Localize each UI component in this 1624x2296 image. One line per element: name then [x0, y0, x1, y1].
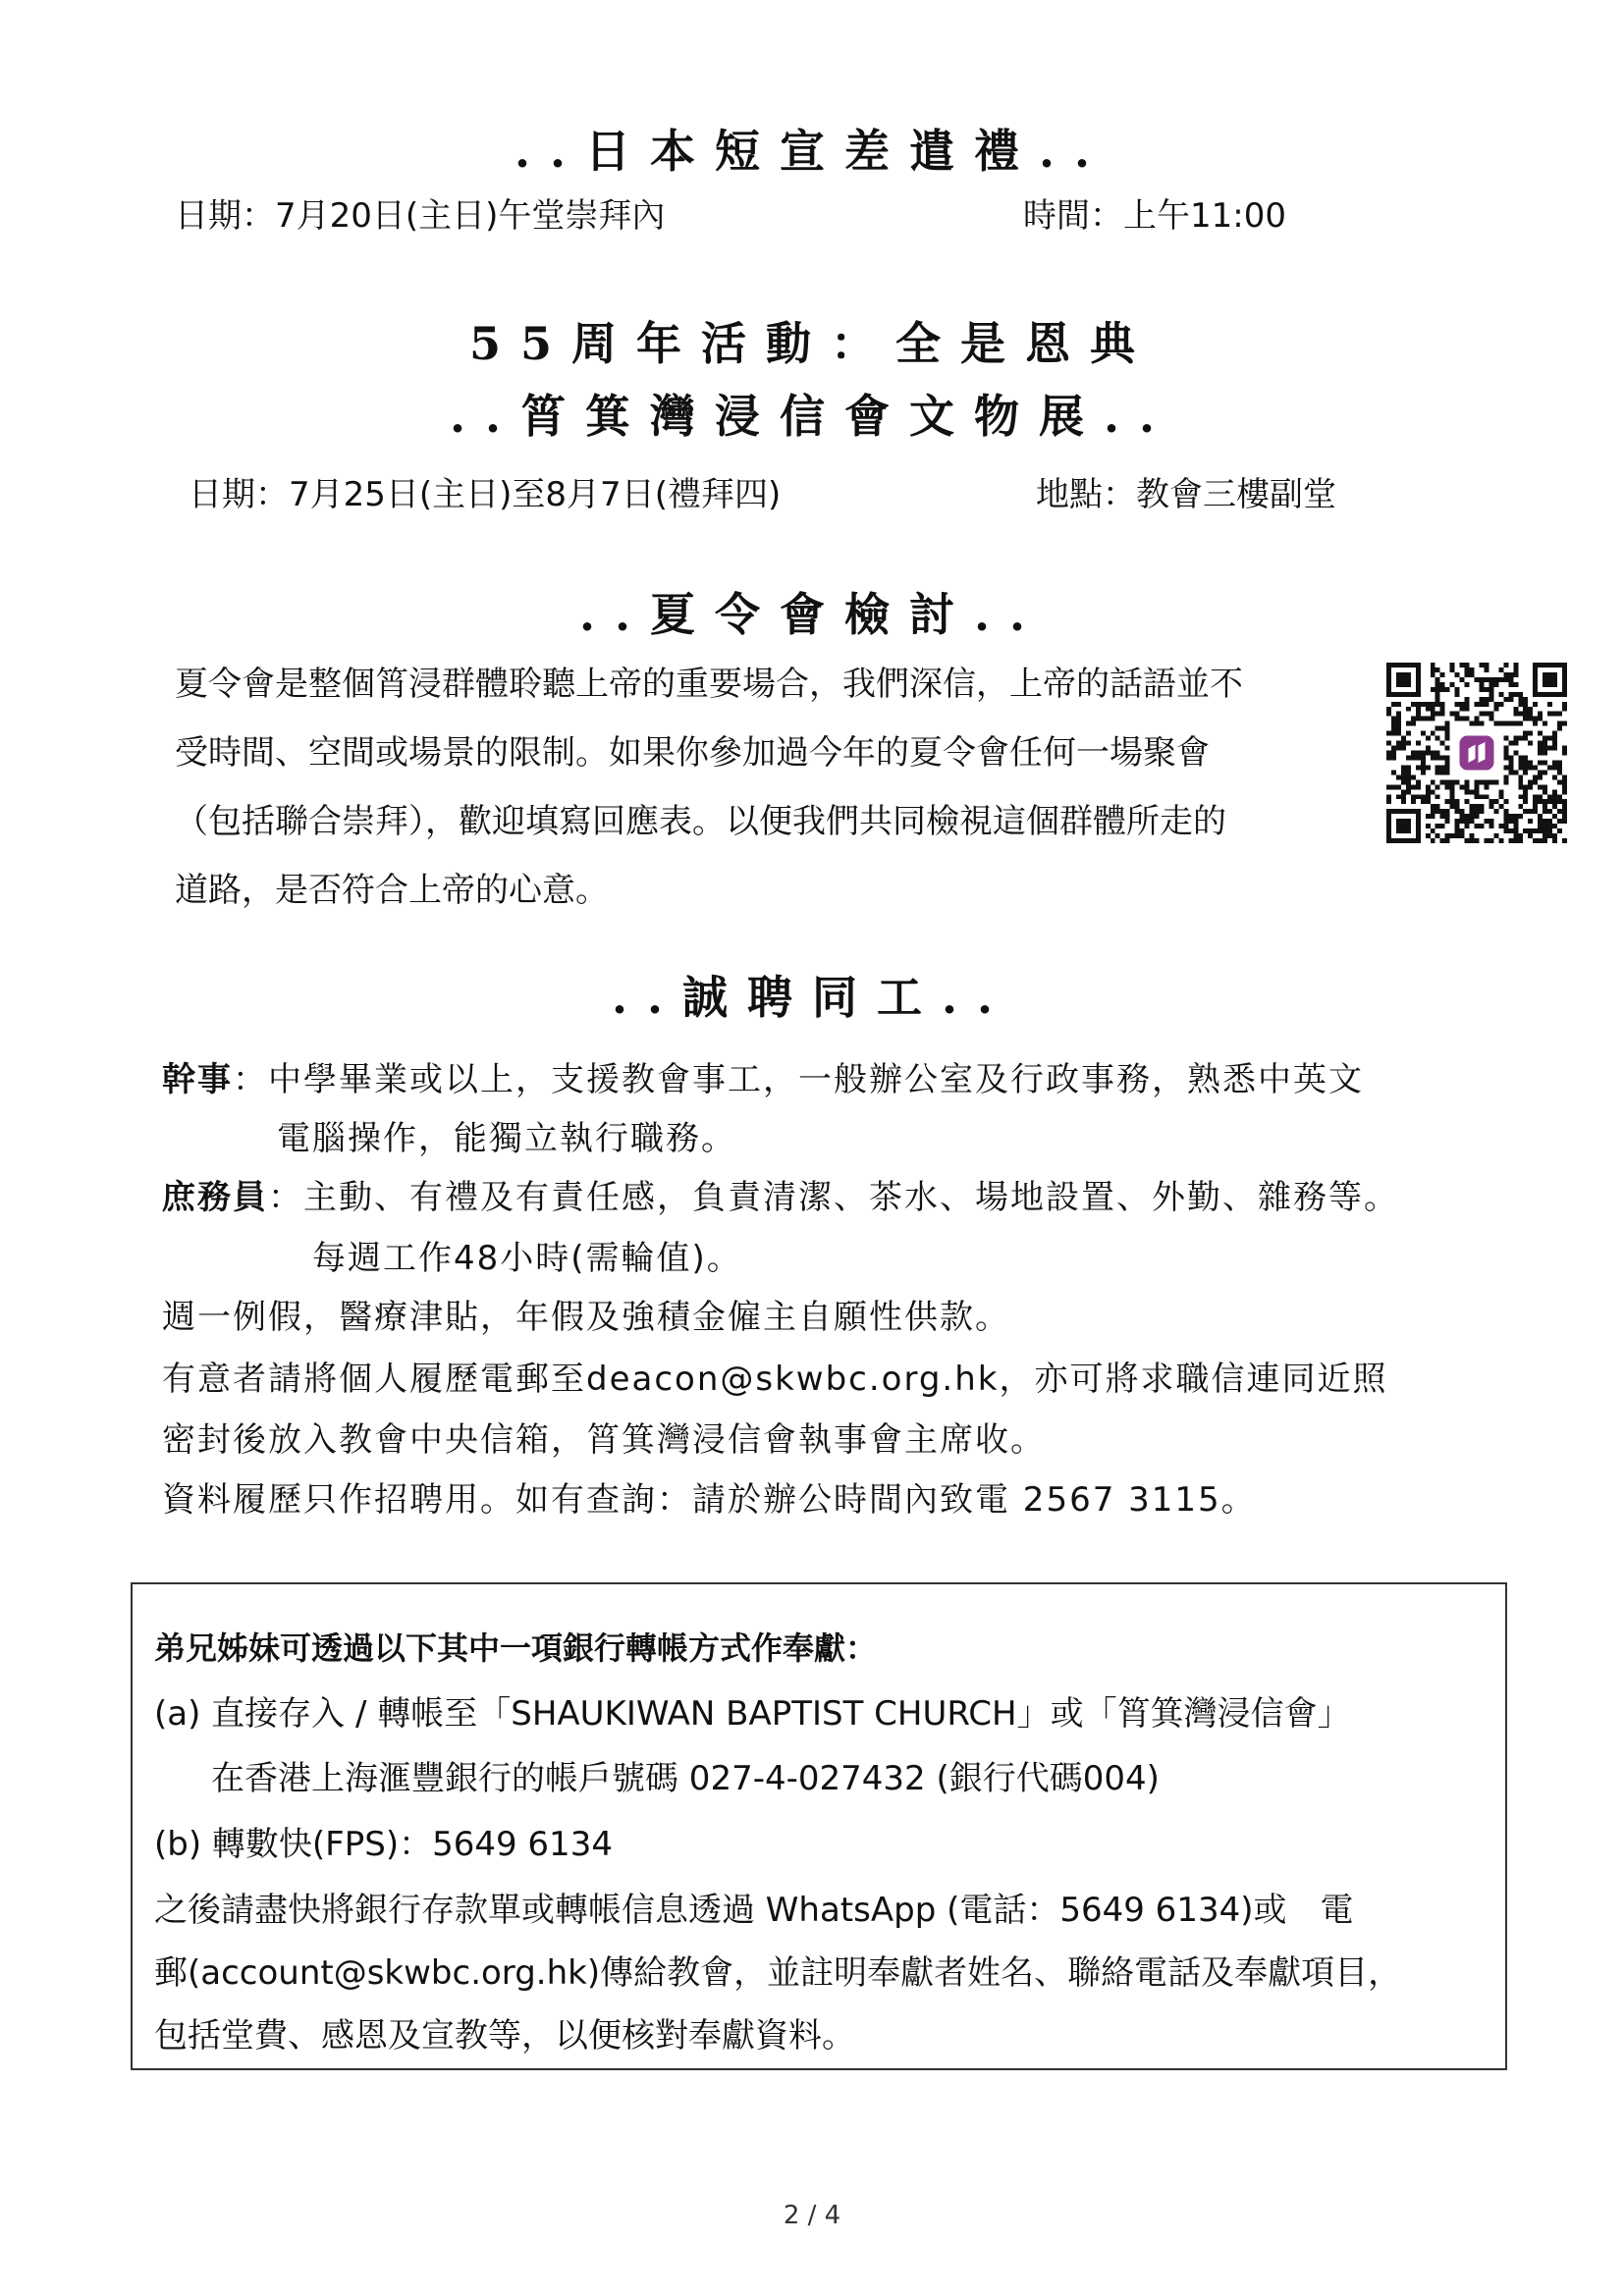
anniversary-location: 地點：教會三樓副堂 [1036, 475, 1336, 514]
donation-item-a-line-2: 在香港上海滙豐銀行的帳戶號碼 027-4-027432 (銀行代碼004) [211, 1759, 1160, 1798]
mission-date: 日期：7月20日(主日)午堂崇拜內 [175, 196, 666, 236]
secretary-description: ：中學畢業或以上，支援教會事工，一般辦公室及行政事務，熟悉中英文 [233, 1060, 1364, 1099]
camp-review-title: ..夏令會檢討.. [578, 588, 1046, 641]
donation-after-line-3: 包括堂費、感恩及宣教等，以便核對奉獻資料。 [154, 2016, 855, 2056]
secretary-label: 幹事 [162, 1060, 233, 1099]
secretary-description-2: 電腦操作，能獨立執行職務。 [277, 1119, 736, 1158]
janitor-line [162, 1178, 1399, 1217]
donation-item-b: (b) 轉數快(FPS)：5649 6134 [154, 1825, 613, 1864]
janitor-description-2: 每週工作48小時(需輪值)。 [312, 1239, 742, 1278]
apply-line-1: 有意者請將個人履歷電郵至deacon@skwbc.org.hk，亦可將求職信連同近照 [162, 1360, 1388, 1399]
secretary-line [162, 1060, 1364, 1099]
camp-review-line-3: （包括聯合崇拜），歡迎填寫回應表。以便我們共同檢視這個群體所走的 [175, 802, 1226, 841]
page-number: 2 / 4 [783, 2201, 841, 2230]
camp-review-line-2: 受時間、空間或場景的限制。如果你參加過今年的夏令會任何一場聚會 [175, 733, 1210, 773]
camp-review-line-4: 道路，是否符合上帝的心意。 [175, 871, 609, 910]
donation-heading: 弟兄姊妹可透過以下其中一項銀行轉帳方式作奉獻： [154, 1629, 878, 1667]
enquiry-note: 資料履歷只作招聘用。如有查詢：請於辦公時間內致電 2567 3115。 [162, 1480, 1257, 1520]
qr-code-icon[interactable] [1386, 663, 1567, 843]
recruitment-title: ..誠聘同工.. [611, 971, 1013, 1024]
anniversary-title-line2: ..筲箕灣浸信會文物展.. [449, 390, 1175, 443]
anniversary-title-line1: 55周年活動：全是恩典 [468, 317, 1155, 370]
donation-after-line-2: 郵(account@skwbc.org.hk)傳給教會，並註明奉獻者姓名、聯絡電話及奉獻項目， [154, 1953, 1402, 1993]
donation-box [131, 1582, 1507, 2070]
camp-review-line-1: 夏令會是整個筲浸群體聆聽上帝的重要場合，我們深信，上帝的話語並不 [175, 665, 1243, 704]
apply-line-2: 密封後放入教會中央信箱，筲箕灣浸信會執事會主席收。 [162, 1420, 1046, 1460]
janitor-label: 庶務員 [162, 1178, 268, 1217]
qr-logo [1460, 736, 1494, 771]
anniversary-date: 日期：7月25日(主日)至8月7日(禮拜四) [189, 475, 782, 514]
mission-time: 時間：上午11:00 [1023, 196, 1286, 236]
donation-after-line-1: 之後請盡快將銀行存款單或轉帳信息透過 WhatsApp (電話：5649 6134)或 電 [154, 1891, 1354, 1930]
janitor-description: ：主動、有禮及有責任感，負責清潔、茶水、場地設置、外勤、雜務等。 [268, 1178, 1399, 1217]
donation-item-a-line-1: (a) 直接存入 / 轉帳至「SHAUKIWAN BAPTIST CHURCH」或「筲箕灣浸信會」 [154, 1694, 1351, 1734]
mission-title: ..日本短宣差遣禮.. [514, 125, 1110, 178]
benefits-line: 週一例假，醫療津貼，年假及強積金僱主自願性供款。 [162, 1298, 1010, 1337]
